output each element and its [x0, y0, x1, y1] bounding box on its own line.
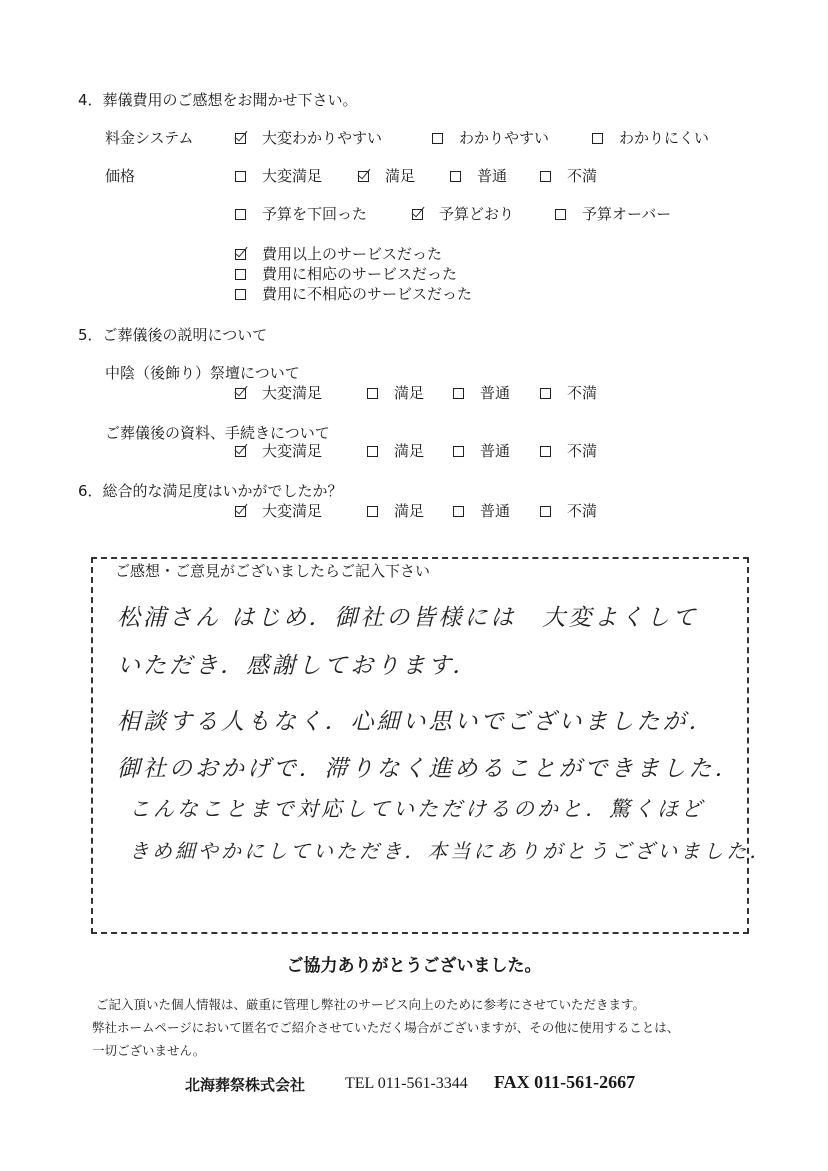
option-label: 不満	[567, 384, 598, 402]
q4-title: 4．葬儀費用のご感想をお聞かせ下さい。	[78, 91, 358, 109]
option-label: 大変満足	[262, 442, 323, 460]
comment-box	[91, 557, 773, 934]
checkbox-checked[interactable]	[235, 249, 246, 260]
option-label: 満足	[385, 167, 416, 185]
company-fax: FAX 011-561-2667	[494, 1072, 636, 1092]
price-label: 価格	[105, 167, 136, 185]
privacy-note: 弊社ホームページにおいて匿名でご紹介させていただく場合がございますが、その他に使用することは、	[92, 1020, 680, 1035]
docs-label: ご葬儀後の資料、手続きについて	[105, 424, 330, 442]
comment-line: きめ細やかにしていただき．本当にありがとうございました．	[129, 839, 773, 863]
checkbox[interactable]	[453, 388, 464, 399]
checkbox[interactable]	[235, 289, 246, 300]
privacy-note: 一切ございません。	[92, 1043, 206, 1058]
option-label: 大変満足	[262, 384, 323, 402]
option-label: 予算オーバー	[582, 205, 672, 223]
option-label: 普通	[480, 442, 511, 460]
checkbox[interactable]	[540, 446, 551, 457]
option-label: 普通	[477, 167, 508, 185]
checkbox[interactable]	[592, 133, 603, 144]
option-label: 大変満足	[262, 502, 323, 520]
checkbox-checked[interactable]	[235, 506, 246, 517]
checkbox-checked[interactable]	[235, 446, 246, 457]
comment-line: こんなことまで対応していただけるのかと．驚くほど	[129, 797, 705, 821]
option-label: 予算を下回った	[262, 205, 368, 223]
checkbox[interactable]	[235, 269, 246, 280]
comment-line: 御社のおかげで．滞りなく進めることができました．	[117, 756, 741, 782]
option-label: 大変満足	[262, 167, 323, 185]
comment-line: いただき．感謝しております．	[117, 653, 479, 679]
checkbox[interactable]	[540, 506, 551, 517]
checkbox[interactable]	[367, 506, 378, 517]
option-label: 不満	[567, 442, 598, 460]
option-label: 予算どおり	[439, 205, 515, 223]
checkbox[interactable]	[540, 171, 551, 182]
system-label: 料金システム	[105, 129, 194, 147]
checkbox-checked[interactable]	[235, 388, 246, 399]
company-name: 北海葬祭株式会社	[185, 1076, 306, 1094]
option-label: 費用以上のサービスだった	[262, 245, 443, 263]
option-label: 大変わかりやすい	[262, 129, 383, 147]
checkbox-checked[interactable]	[412, 209, 423, 220]
comment-heading: ご感想・ご意見がございましたらご記入下さい	[115, 562, 431, 580]
option-label: 不満	[567, 167, 598, 185]
checkbox-checked[interactable]	[235, 133, 246, 144]
option-label: 普通	[480, 502, 511, 520]
checkbox[interactable]	[450, 171, 461, 182]
option-label: わかりにくい	[619, 129, 710, 147]
company-tel: TEL 011-561-3344	[345, 1075, 468, 1092]
checkbox[interactable]	[235, 171, 246, 182]
privacy-note: ご記入頂いた個人情報は、厳重に管理し弊社のサービス向上のために参考にさせていただきます。	[96, 997, 646, 1012]
option-label: わかりやすい	[459, 129, 550, 147]
checkbox[interactable]	[540, 388, 551, 399]
q6-title: 6．総合的な満足度はいかがでしたか？	[78, 482, 343, 500]
option-label: 満足	[394, 502, 425, 520]
checkbox[interactable]	[367, 388, 378, 399]
checkbox-checked[interactable]	[358, 171, 369, 182]
checkbox[interactable]	[367, 446, 378, 457]
option-label: 満足	[394, 442, 425, 460]
option-label: 普通	[480, 384, 511, 402]
comment-line: 松浦さん はじめ．御社の皆様には 大変よくして	[117, 605, 699, 631]
option-label: 不満	[567, 502, 598, 520]
checkbox[interactable]	[453, 506, 464, 517]
checkbox[interactable]	[453, 446, 464, 457]
option-label: 費用に不相応のサービスだった	[262, 285, 473, 303]
checkbox[interactable]	[555, 209, 566, 220]
q5-title: 5．ご葬儀後の説明について	[78, 326, 268, 344]
option-label: 費用に相応のサービスだった	[262, 265, 458, 283]
altar-label: 中陰（後飾り）祭壇について	[105, 364, 300, 382]
thanks-message: ご協力ありがとうございました。	[286, 956, 542, 976]
checkbox[interactable]	[432, 133, 443, 144]
option-label: 満足	[394, 384, 425, 402]
comment-line: 相談する人もなく．心細い思いでございましたが．	[117, 709, 715, 735]
checkbox[interactable]	[235, 209, 246, 220]
